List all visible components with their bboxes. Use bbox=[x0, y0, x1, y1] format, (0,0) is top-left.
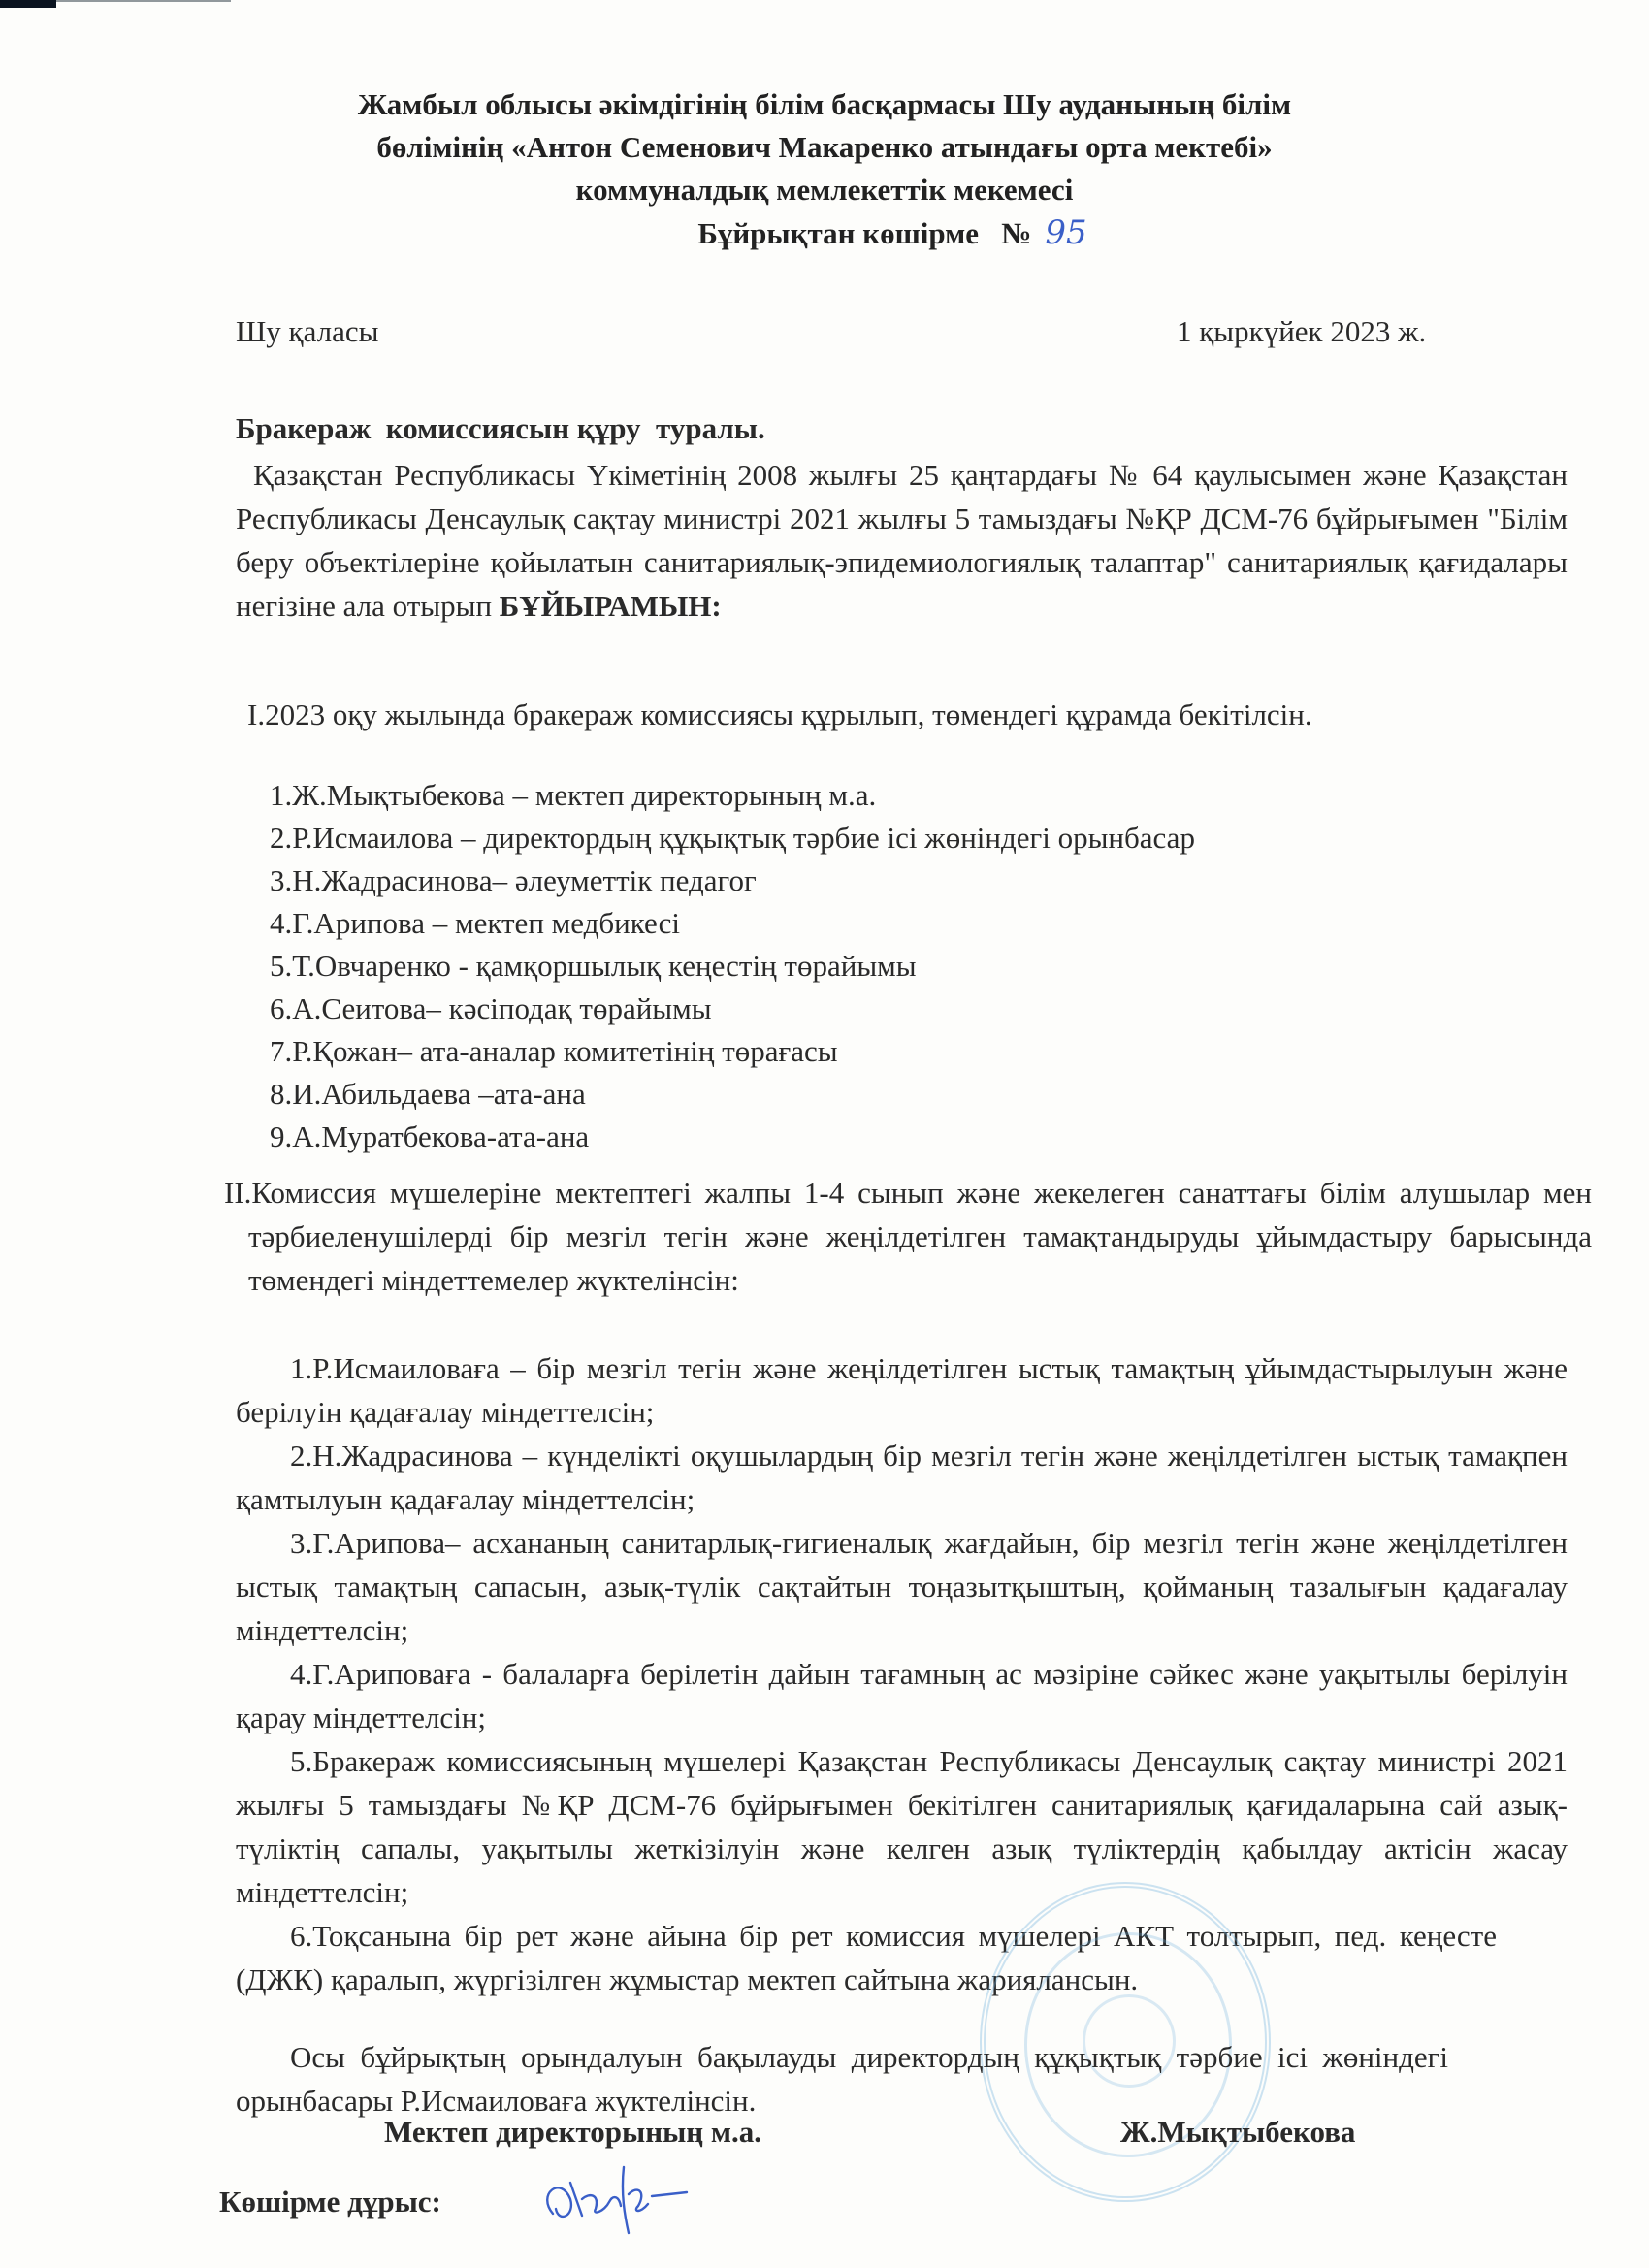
list-item: 5.Т.Овчаренко - қамқоршылық кеңестің төрайымы bbox=[270, 949, 917, 983]
control-paragraph: Осы бұйрықтың орындалуын бақылауды директордың құқықтық тәрбие ісі жөніндегі орынбасары Р.Исмаиловаға жүктелінсін. bbox=[236, 2040, 1448, 2118]
order-title: Бракераж комиссиясын құру туралы. bbox=[236, 411, 765, 445]
signatory-name: Ж.Мықтыбекова bbox=[1120, 2115, 1356, 2149]
order-word: БҰЙЫРАМЫН: bbox=[499, 589, 722, 623]
intro-text: Қазақстан Республикасы Үкіметінің 2008 жылғы 25 қаңтардағы № 64 қаулысымен және Қазақстан Республикасы Денсаулық сақтау министрі 2021 жылғы 5 тамыздағы №ҚР ДСМ-76 бұйрығымен "Білім беру объектілеріне қойылатын санитариялық-эпидемиологиялық талаптар" санитариялық қағидалары негізіне ала отырып bbox=[236, 458, 1568, 623]
list-item: 3.Н.Жадрасинова– әлеуметтік педагог bbox=[270, 863, 757, 897]
list-item: 4.Г.Арипова – мектеп медбикесі bbox=[270, 906, 680, 940]
list-item: 7.Р.Қожан– ата-аналар комитетінің төрағасы bbox=[270, 1034, 838, 1068]
order-heading bbox=[194, 211, 1455, 255]
header-line-2: бөлімінің «Антон Семенович Макаренко атындағы орта мектебі» bbox=[376, 130, 1273, 164]
member-list bbox=[270, 774, 1195, 1158]
duty-item: 4.Г.Ариповаға - балаларға берілетін дайын тағамның ас мәзіріне сәйкес және уақытылы берілуін қарау міндеттелсін; bbox=[236, 1657, 1568, 1734]
header-line-3: коммуналдық мемлекеттік мекемесі bbox=[575, 173, 1074, 207]
copy-certified-label: Көшірме дұрыс: bbox=[219, 2185, 441, 2219]
handwritten-signature bbox=[532, 2155, 716, 2243]
duty-item: 1.Р.Исмаиловаға – бір мезгіл тегін және жеңілдетілген ыстық тамақтың ұйымдастырылуын және берілуін қадағалау міндеттелсін; bbox=[236, 1351, 1568, 1429]
list-item: 1.Ж.Мықтыбекова – мектеп директорының м.а. bbox=[270, 778, 877, 812]
section-2-heading: II.Комиссия мүшелеріне мектептегі жалпы 1-4 сынып және жекелеген санаттағы білім алушылар мен тәрбиеленушілерді бір мезгіл тегін және жеңілдетілген тамақтандыруды ұйымдастыру барысында төмендегі міндеттемелер жүктелінсін: bbox=[224, 1176, 1592, 1297]
duty-item: 5.Бракераж комиссиясының мүшелері Қазақстан Республикасы Денсаулық сақтау министрі 2021 жылғы 5 тамыздағы №ҚР ДСМ-76 бұйрығымен бекітілген санитариялық қағидаларына сай азық-түліктің сапалы, уақытылы жеткізілуін және келген азық түліктердің қабылдау актісін жасау міндеттелсін; bbox=[236, 1744, 1568, 1909]
intro-paragraph bbox=[236, 453, 1568, 628]
list-item: 2.Р.Исмаилова – директордың құқықтық тәрбие ісі жөніндегі орынбасар bbox=[270, 821, 1195, 855]
order-number: 95 bbox=[1045, 213, 1087, 252]
order-label: Бұйрықтан көшірме № bbox=[697, 216, 1032, 250]
signatory-title: Мектеп директорының м.а. bbox=[384, 2115, 762, 2149]
section-1-heading: I.2023 оқу жылында бракераж комиссиясы құрылып, төмендегі құрамда бекітілсін. bbox=[247, 697, 1312, 731]
list-item: 8.И.Абильдаева –ата-ана bbox=[270, 1077, 586, 1111]
duty-item: 3.Г.Арипова– асхананың санитарлық-гигиеналық жағдайын, бір мезгіл тегін және жеңілдетілген ыстық тамақтың сапасын, азық-түлік сақтайтын тоңазытқыштың, қойманың тазалығын қадағалау міндеттелсін; bbox=[236, 1526, 1568, 1647]
list-item: 6.А.Сеитова– кәсіподақ төрайымы bbox=[270, 991, 712, 1025]
place: Шу қаласы bbox=[236, 314, 379, 348]
duty-item: 6.Тоқсанына бір рет және айына бір рет комиссия мүшелері АКТ толтырып, пед. кеңесте (ДЖК) қаралып, жүргізілген жұмыстар мектеп сайтына жариялансын. bbox=[236, 1919, 1497, 1996]
list-item: 9.А.Муратбекова-ата-ана bbox=[270, 1119, 590, 1153]
date: 1 қыркүйек 2023 ж. bbox=[1177, 314, 1427, 348]
duty-item: 2.Н.Жадрасинова – күнделікті оқушылардың бір мезгіл тегін және жеңілдетілген ыстық тамақпен қамтылуын қадағалау міндеттелсін; bbox=[236, 1439, 1568, 1516]
document-header bbox=[194, 83, 1455, 255]
header-line-1: Жамбыл облысы әкімдігінің білім басқармасы Шу ауданының білім bbox=[357, 87, 1292, 121]
